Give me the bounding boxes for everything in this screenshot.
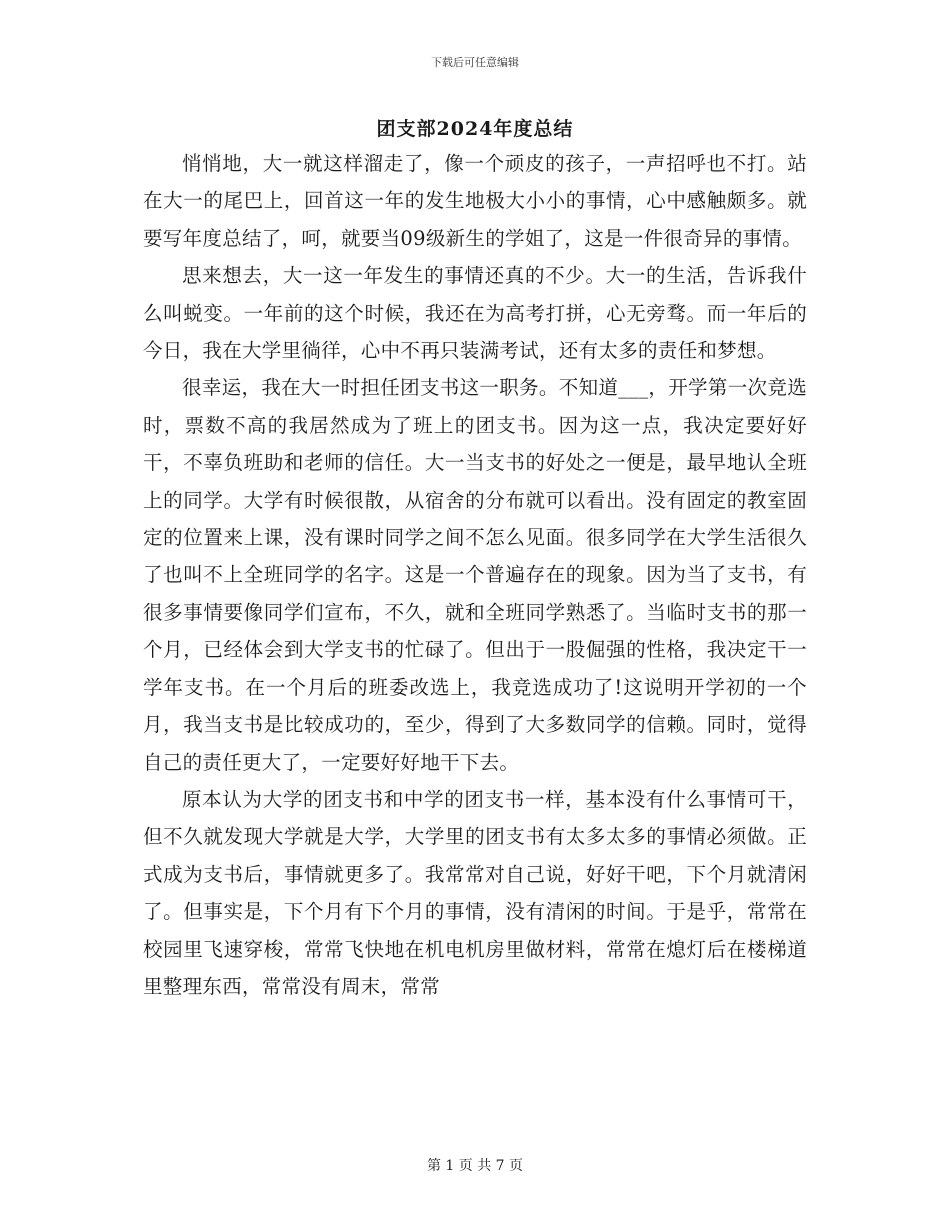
paragraph: 思来想去，大一这一年发生的事情还真的不少。大一的生活，告诉我什么叫蜕变。一年前的这个时候，我还在为高考打拼，心无旁骛。而一年后的今日，我在大学里徜徉，心中不再只装满考试，还有太多的责任和梦想。 bbox=[143, 264, 807, 363]
page-number: 第 1 页 共 7 页 bbox=[426, 1158, 524, 1174]
document-title: 团支部2024年度总结 bbox=[376, 118, 574, 140]
paragraph: 悄悄地，大一就这样溜走了，像一个顽皮的孩子，一声招呼也不打。站在大一的尾巴上，回首这一年的发生地极大小小的事情，心中感触颇多。就要写年度总结了，呵，就要当09级新生的学姐了，这是一件很奇异的事情。 bbox=[143, 152, 807, 250]
document-body bbox=[143, 145, 807, 1005]
paragraph: 原本认为大学的团支书和中学的团支书一样，基本没有什么事情可干，但不久就发现大学就是大学，大学里的团支书有太多太多的事情必须做。正式成为支书后，事情就更多了。我常常对自己说，好好干吧，下个月就清闲了。但事实是，下个月有下个月的事情，没有清闲的时间。于是乎，常常在校园里飞速穿梭，常常飞快地在机电机房里做材料，常常在熄灯后在楼梯道里整理东西，常常没有周末，常常 bbox=[143, 787, 807, 998]
header-note: 下载后可任意编辑 bbox=[431, 56, 519, 69]
paragraph: 很幸运，我在大一时担任团支书这一职务。不知道___，开学第一次竞选时，票数不高的我居然成为了班上的团支书。因为这一点，我决定要好好干，不辜负班助和老师的信任。大一当支书的好处之一便是，最早地认全班上的同学。大学有时候很散，从宿舍的分布就可以看出。没有固定的教室固定的位置来上课，没有课时同学之间不怎么见面。很多同学在大学生活很久了也叫不上全班同学的名字。这是一个普遍存在的现象。因为当了支书，有很多事情要像同学们宣布，不久，就和全班同学熟悉了。当临时支书的那一个月，已经体会到大学支书的忙碌了。但出于一股倔强的性格，我决定干一学年支书。在一个月后的班委改选上，我竞选成功了!这说明开学初的一个月，我当支书是比较成功的，至少，得到了大多数同学的信赖。同时，觉得自己的责任更大了，一定要好好地干下去。 bbox=[143, 376, 807, 774]
